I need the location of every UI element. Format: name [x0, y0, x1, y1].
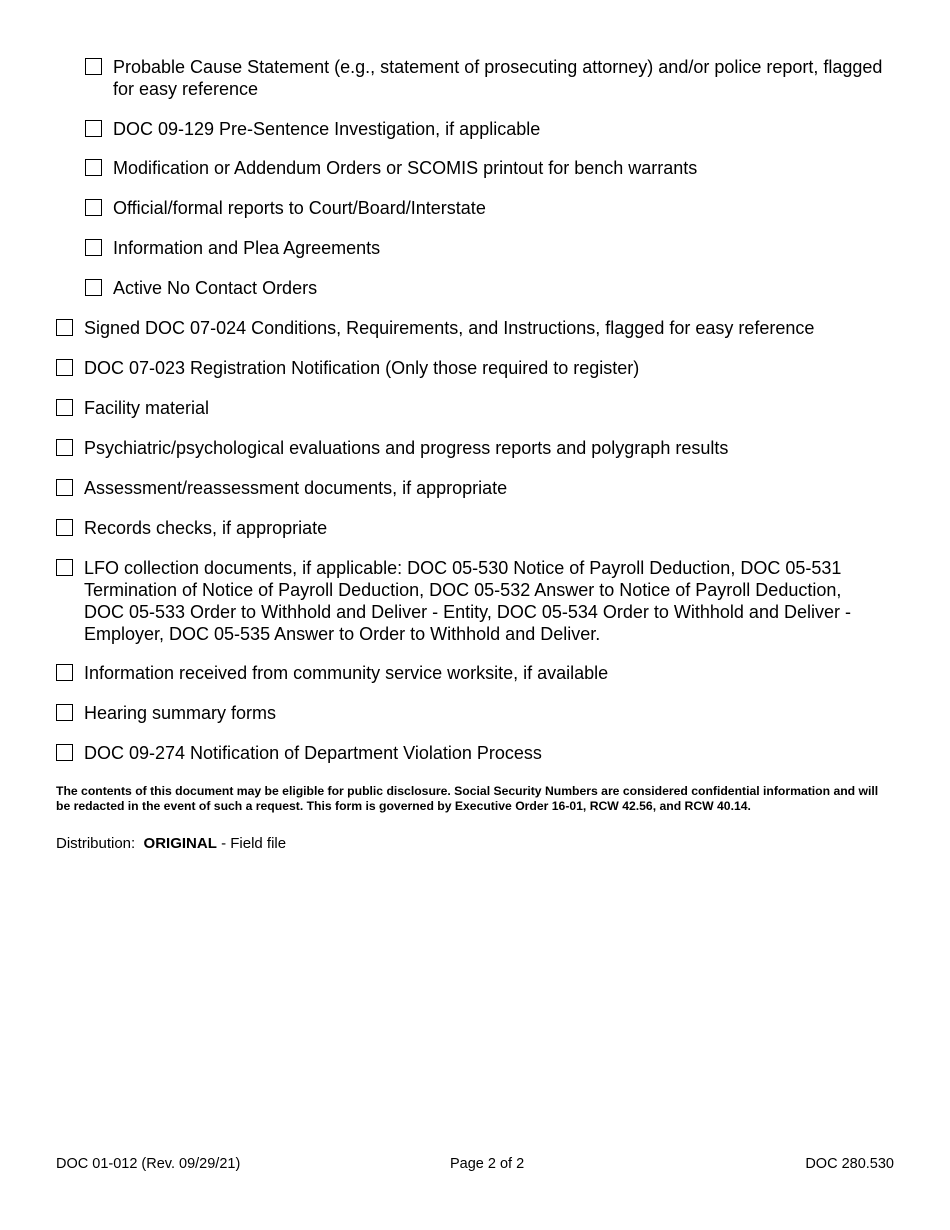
distribution-prefix: Distribution:: [56, 835, 136, 852]
checklist-item-label: DOC 07-023 Registration Notification (Only those required to register): [84, 358, 640, 378]
checklist-item-label: Active No Contact Orders: [113, 278, 318, 298]
checklist-item-plea-agreements: [85, 237, 885, 259]
checkbox[interactable]: [85, 239, 102, 256]
checklist-item-label: Information received from community service worksite, if available: [84, 663, 609, 683]
checkbox[interactable]: [56, 439, 73, 456]
checkbox[interactable]: [56, 319, 73, 336]
checkbox[interactable]: [56, 399, 73, 416]
checkbox[interactable]: [85, 199, 102, 216]
distribution-original: ORIGINAL: [143, 835, 217, 852]
checklist-item-label: Official/formal reports to Court/Board/Interstate: [113, 198, 486, 218]
checklist-item-probable-cause: [85, 56, 885, 100]
checklist-item-label: Information and Plea Agreements: [113, 238, 381, 258]
checklist-item-label: Modification or Addendum Orders or SCOMIS printout for bench warrants: [113, 158, 698, 178]
checkbox[interactable]: [85, 279, 102, 296]
distribution-line: [56, 834, 286, 854]
checklist-item-label: Assessment/reassessment documents, if appropriate: [84, 478, 508, 498]
checklist-item-community-service: [56, 662, 886, 684]
checklist-item-facility-material: [56, 397, 886, 419]
checklist-item-hearing-summary: [56, 702, 886, 724]
checklist-item-conditions-requirements: [56, 317, 886, 339]
disclosure-notice: The contents of this document may be eligible for public disclosure. Social Security Numbers are considered confidential information and will be redacted in the event of such a request. This form is governed by Executive Order 16-01, RCW 42.56, and RCW 40.14.: [56, 784, 879, 813]
checklist-item-pre-sentence-investigation: [85, 118, 885, 140]
checklist-item-label: Records checks, if appropriate: [84, 518, 328, 538]
checklist-item-label: DOC 09-274 Notification of Department Violation Process: [84, 743, 542, 763]
checklist-item-label: Probable Cause Statement (e.g., statement of prosecuting attorney) and/or police report, flagged for easy reference: [113, 57, 883, 99]
checklist-item-label: Hearing summary forms: [84, 703, 277, 723]
footer-form-number: DOC 01-012 (Rev. 09/29/21): [56, 1156, 241, 1172]
checkbox[interactable]: [85, 120, 102, 137]
checkbox[interactable]: [56, 559, 73, 576]
checkbox[interactable]: [56, 519, 73, 536]
checklist-item-label: Psychiatric/psychological evaluations and progress reports and polygraph results: [84, 438, 729, 458]
checklist-item-label: DOC 09-129 Pre-Sentence Investigation, if applicable: [113, 119, 541, 139]
checkbox[interactable]: [56, 744, 73, 761]
checkbox[interactable]: [56, 664, 73, 681]
footer-policy-number: DOC 280.530: [805, 1156, 894, 1172]
checkbox[interactable]: [85, 58, 102, 75]
checklist-item-no-contact-orders: [85, 277, 885, 299]
checkbox[interactable]: [56, 359, 73, 376]
checklist-item-official-reports: [85, 197, 885, 219]
checklist-item-violation-process: [56, 742, 886, 764]
checkbox[interactable]: [85, 159, 102, 176]
checklist-item-records-checks: [56, 517, 886, 539]
checklist-item-registration-notification: [56, 357, 886, 379]
checkbox[interactable]: [56, 704, 73, 721]
checkbox[interactable]: [56, 479, 73, 496]
checklist-item-assessment-documents: [56, 477, 886, 499]
checklist-item-lfo-collection: [56, 557, 886, 645]
distribution-rest: - Field file: [221, 835, 287, 852]
checklist-item-label: Facility material: [84, 398, 210, 418]
footer-page-number: Page 2 of 2: [450, 1156, 525, 1172]
checklist-item-label: LFO collection documents, if applicable: DOC 05-530 Notice of Payroll Deduction, DOC 05-531 Termination of Notice of Payroll Deduction, DOC 05-532 Answer to Notice of Payroll Deduction, DOC 05-533 Order to Withhold and Deliver - Entity, DOC 05-534 Order to Withhold and Deliver - Employer, DOC 05-535 Answer to Order to Withhold and Deliver.: [84, 558, 851, 644]
checklist-item-label: Signed DOC 07-024 Conditions, Requirements, and Instructions, flagged for easy reference: [84, 318, 815, 338]
checklist-item-modification-orders: [85, 157, 885, 179]
checklist-item-psych-evaluations: [56, 437, 886, 459]
